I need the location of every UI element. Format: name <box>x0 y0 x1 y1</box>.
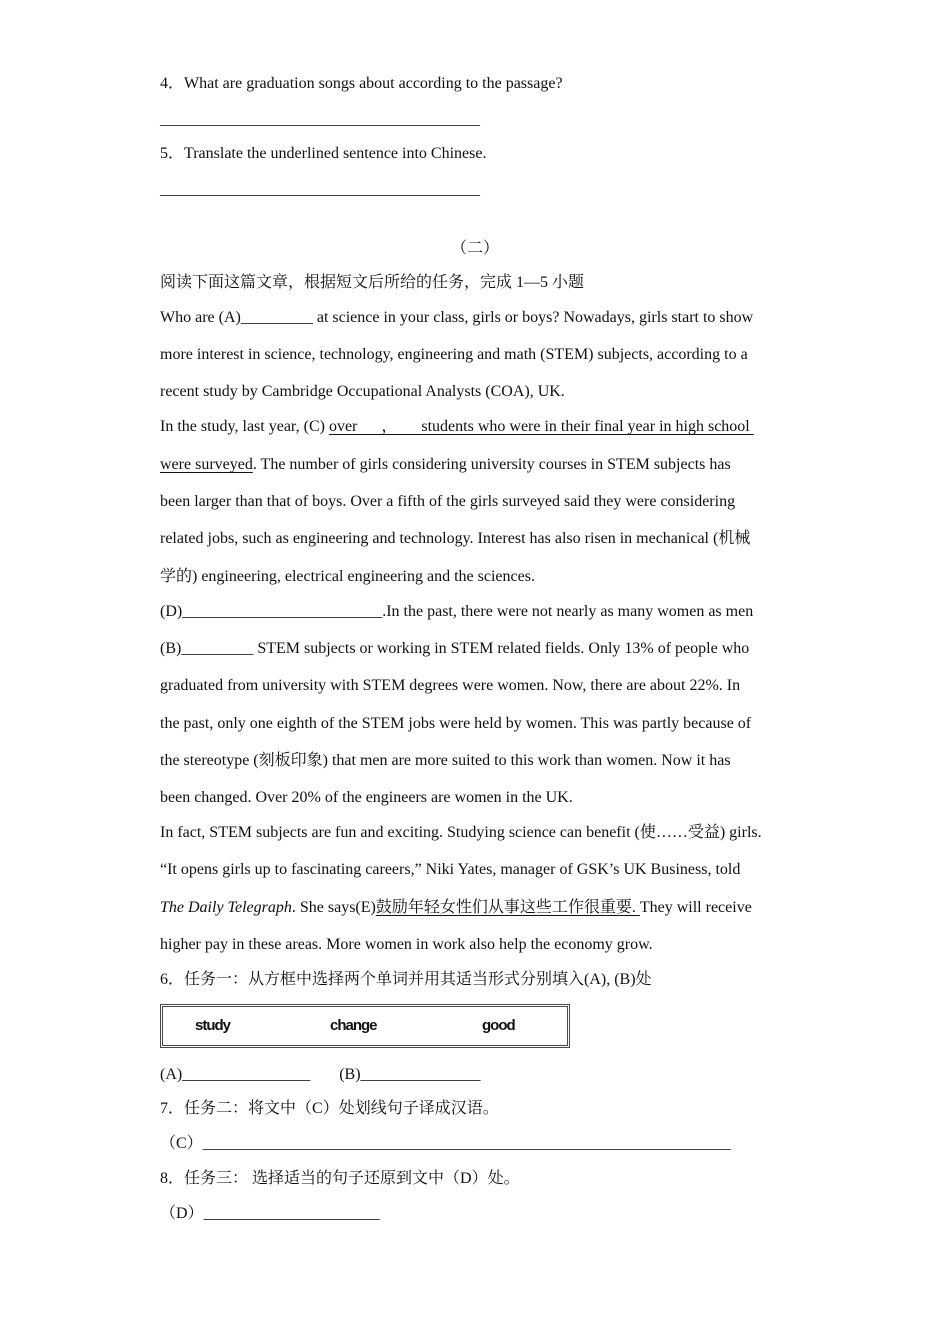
passage-line <box>160 751 731 771</box>
passage-text: . She says(E) <box>291 899 376 916</box>
passage-line <box>160 529 750 549</box>
passage-line <box>160 788 573 808</box>
question-number: 4． <box>160 75 185 92</box>
underlined-sentence-c-end: were surveyed <box>160 456 253 473</box>
task-6 <box>160 970 652 990</box>
passage-text: been larger than that of boys. Over a fifth of the girls surveyed said they were considering <box>160 493 736 510</box>
task-7 <box>160 1099 499 1119</box>
answer-line-d <box>160 1204 380 1224</box>
blank-d-label: （D） <box>160 1205 204 1222</box>
task-text: 任务二：将文中（C）处划线句子译成汉语。 <box>184 1100 499 1117</box>
section-title <box>0 239 950 259</box>
underlined-sentence-c: over ， students who were in their final year in high school <box>328 418 754 435</box>
passage-line <box>160 714 751 734</box>
blank-a: ________________ <box>182 1066 311 1083</box>
passage-text: . The number of girls considering university courses in STEM subjects has <box>252 456 731 473</box>
passage-text: recent study by Cambridge Occupational Analysts (COA), UK. <box>160 383 565 400</box>
blank-b-label: (B) <box>339 1066 361 1083</box>
passage-text: 学的) engineering, electrical engineering and the sciences. <box>160 568 535 585</box>
passage-line <box>160 676 740 696</box>
section-instruction <box>160 273 584 293</box>
blank-a-label: (A) <box>160 1066 183 1083</box>
passage-line <box>160 417 754 437</box>
passage-line <box>160 382 565 402</box>
task-number: 7． <box>160 1100 185 1117</box>
passage-text: the past, only one eighth of the STEM jobs were held by women. This was partly because of <box>160 715 752 732</box>
word-box <box>160 1004 570 1048</box>
blank-c: __________________________________________________________________ <box>202 1135 731 1152</box>
word-option-good: good <box>482 1017 515 1034</box>
answer-line-c <box>160 1134 731 1154</box>
answer-line-5 <box>160 180 480 200</box>
task-8 <box>160 1169 520 1189</box>
word-option-change: change <box>330 1017 377 1034</box>
passage-line <box>160 345 748 365</box>
answer-blank: ________________________________________ <box>160 111 480 128</box>
question-text: Translate the underlined sentence into Chinese. <box>184 145 487 162</box>
passage-line <box>160 567 535 587</box>
question-4 <box>160 74 563 94</box>
passage-text: the stereotype (刻板印象) that men are more suited to this work than women. Now it has <box>160 752 731 769</box>
blank-b: _______________ <box>360 1066 481 1083</box>
newspaper-title: The Daily Telegraph <box>160 899 292 916</box>
blank-c-label: （C） <box>160 1135 203 1152</box>
passage-text: In fact, STEM subjects are fun and exciting. Studying science can benefit (使……受益) girls. <box>160 824 762 841</box>
section-title-text: （二） <box>450 240 499 257</box>
passage-line <box>160 823 762 843</box>
task-text: 任务三： 选择适当的句子还原到文中（D）处。 <box>184 1170 520 1187</box>
passage-text: more interest in science, technology, engineering and math (STEM) subjects, according to a <box>160 346 748 363</box>
passage-line <box>160 860 740 880</box>
blank-d: ______________________ <box>203 1205 380 1222</box>
passage-line <box>160 935 653 955</box>
passage-text: Who are (A)_________ at science in your class, girls or boys? Nowadays, girls start to show <box>160 309 754 326</box>
passage-text: related jobs, such as engineering and technology. Interest has also risen in mechanical (机械 <box>160 530 751 547</box>
question-5 <box>160 144 486 164</box>
passage-line <box>160 308 753 328</box>
passage-text: In the study, last year, (C) <box>160 418 329 435</box>
passage-line <box>160 639 749 659</box>
answer-line-4 <box>160 110 480 130</box>
passage-text: “It opens girls up to fascinating careers,” Niki Yates, manager of GSK’s UK Business, told <box>160 861 741 878</box>
passage-text: (D)_________________________.In the past, there were not nearly as many women as men <box>160 603 754 620</box>
answer-line-ab <box>160 1065 481 1085</box>
passage-text: higher pay in these areas. More women in work also help the economy grow. <box>160 936 653 953</box>
passage-text: been changed. Over 20% of the engineers are women in the UK. <box>160 789 573 806</box>
passage-text: (B)_________ STEM subjects or working in STEM related fields. Only 13% of people who <box>160 640 750 657</box>
passage-text: They will receive <box>639 899 752 916</box>
passage-line <box>160 455 731 475</box>
task-number: 8． <box>160 1170 185 1187</box>
passage-line <box>160 898 752 918</box>
word-option-study: study <box>195 1017 231 1034</box>
task-number: 6． <box>160 971 185 988</box>
instruction-text: 阅读下面这篇文章，根据短文后所给的任务，完成 1—5 小题 <box>160 274 585 291</box>
passage-text: graduated from university with STEM degrees were women. Now, there are about 22%. In <box>160 677 741 694</box>
task-text: 任务一：从方框中选择两个单词并用其适当形式分别填入(A), (B)处 <box>184 971 652 988</box>
passage-line <box>160 492 735 512</box>
question-number: 5． <box>160 145 185 162</box>
underlined-sentence-e: 鼓励年轻女性们从事这些工作很重要. <box>375 899 640 916</box>
question-text: What are graduation songs about according to the passage? <box>184 75 563 92</box>
passage-line <box>160 602 753 622</box>
answer-blank: ________________________________________ <box>160 181 480 198</box>
